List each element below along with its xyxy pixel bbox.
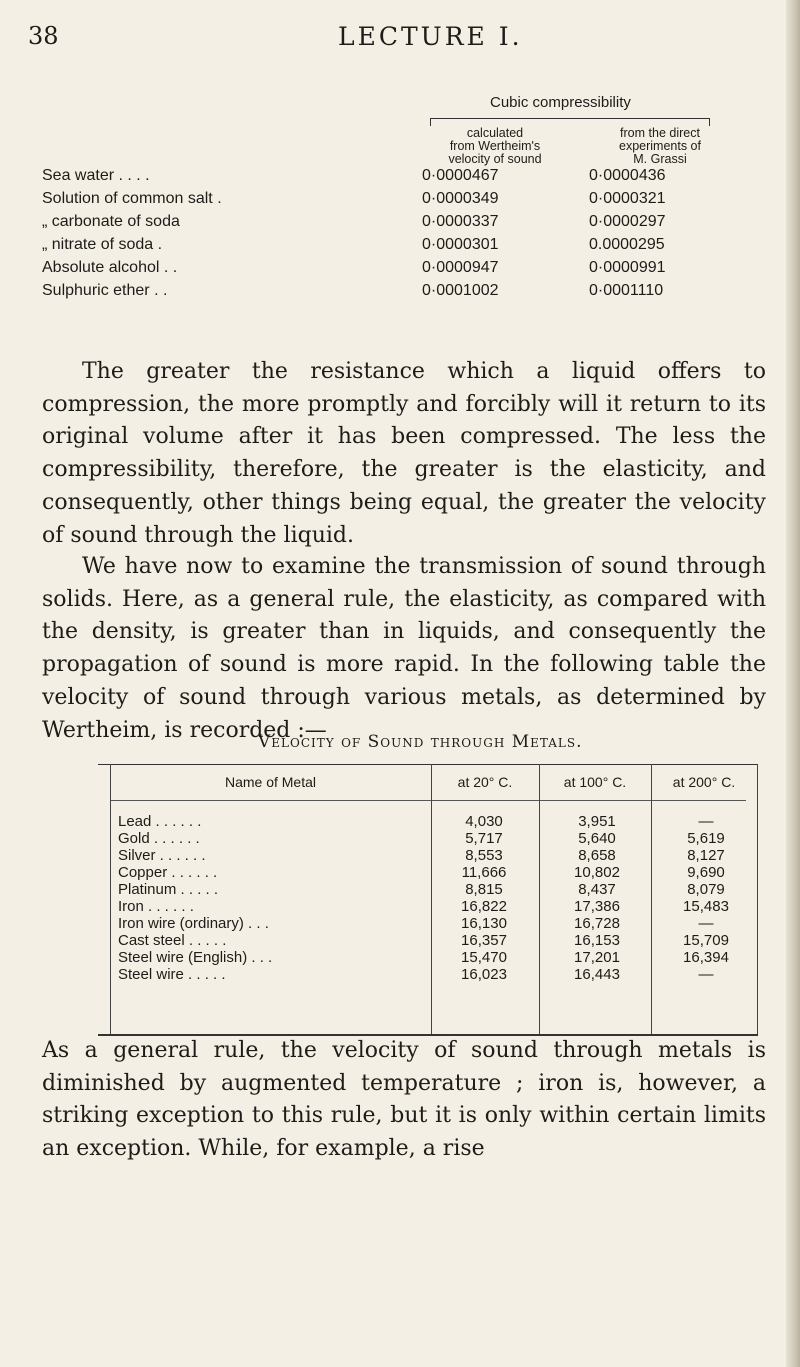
table-row xyxy=(98,881,758,897)
calculated-value: 0·0000467 xyxy=(422,167,499,184)
direct-column-header: from the direct experiments of M. Grassi xyxy=(619,126,701,166)
metal-name: Steel wire . . . . . xyxy=(118,966,226,983)
metal-name: Lead . . . . . . xyxy=(118,813,202,830)
velocity-200c: — xyxy=(698,966,714,983)
calculated-column-header: calculated from Wertheim's velocity of sound xyxy=(448,126,542,166)
velocity-200c: 15,709 xyxy=(683,932,729,949)
velocity-100c: 3,951 xyxy=(578,813,616,830)
body-paragraph: We have now to examine the transmission of sound through solids. Here, as a general rule, the elasticity, as compared with the density, is greater than in liquids, and consequently the propagation of sound is more rapid. In the following table the velocity of sound through various metals, as determined by Wertheim, is recorded :— xyxy=(42,554,766,743)
table-row xyxy=(98,898,758,914)
velocity-200c: 16,394 xyxy=(683,949,729,966)
velocity-20c: 16,130 xyxy=(461,915,507,932)
velocity-20c: 4,030 xyxy=(465,813,503,830)
header-20c: at 20° C. xyxy=(457,774,513,790)
header-200c: at 200° C. xyxy=(672,774,736,790)
direct-value: 0·0000321 xyxy=(589,190,666,207)
compressibility-title: Cubic compressibility xyxy=(490,94,631,111)
velocity-100c: 10,802 xyxy=(574,864,620,881)
page-edge xyxy=(786,0,800,1367)
liquid-name: „ nitrate of soda . xyxy=(42,236,163,253)
velocity-table xyxy=(98,764,758,1037)
velocity-200c: 8,079 xyxy=(687,881,725,898)
velocity-100c: 8,437 xyxy=(578,881,616,898)
table-row xyxy=(98,966,758,982)
metal-name: Cast steel . . . . . xyxy=(118,932,227,949)
velocity-20c: 16,357 xyxy=(461,932,507,949)
velocity-20c: 16,023 xyxy=(461,966,507,983)
velocity-200c: — xyxy=(698,813,714,830)
liquid-name: Solution of common salt . xyxy=(42,190,222,207)
liquid-name: „ carbonate of soda xyxy=(42,213,180,230)
metal-name: Silver . . . . . . xyxy=(118,847,206,864)
velocity-100c: 16,153 xyxy=(574,932,620,949)
direct-value: 0·0000297 xyxy=(589,213,666,230)
table-row xyxy=(98,813,758,829)
body-paragraph: As a general rule, the velocity of sound through metals is diminished by augmented temperature ; iron is, however, a striking exception to this rule, but it is only within certain limits an exception. While, for example, a rise xyxy=(42,1038,766,1162)
velocity-200c: — xyxy=(698,915,714,932)
velocity-100c: 17,201 xyxy=(574,949,620,966)
calculated-value: 0·0001002 xyxy=(422,282,499,299)
metal-name: Gold . . . . . . xyxy=(118,830,200,847)
calculated-value: 0·0000301 xyxy=(422,236,499,253)
calculated-value: 0·0000349 xyxy=(422,190,499,207)
velocity-20c: 8,553 xyxy=(465,847,503,864)
velocity-200c: 9,690 xyxy=(687,864,725,881)
velocity-100c: 16,443 xyxy=(574,966,620,983)
direct-value: 0.0000295 xyxy=(589,236,665,253)
velocity-20c: 5,717 xyxy=(465,830,503,847)
table-title: Velocity of Sound through Metals. xyxy=(258,732,583,752)
calculated-value: 0·0000947 xyxy=(422,259,499,276)
velocity-100c: 16,728 xyxy=(574,915,620,932)
velocity-20c: 16,822 xyxy=(461,898,507,915)
direct-value: 0·0000991 xyxy=(589,259,666,276)
metal-name: Iron . . . . . . xyxy=(118,898,194,915)
velocity-100c: 5,640 xyxy=(578,830,616,847)
velocity-20c: 11,666 xyxy=(461,864,507,881)
table-row xyxy=(98,915,758,931)
calculated-value: 0·0000337 xyxy=(422,213,499,230)
header-metal: Name of Metal xyxy=(224,774,317,790)
table-row xyxy=(98,864,758,880)
metal-name: Platinum . . . . . xyxy=(118,881,219,898)
metal-name: Iron wire (ordinary) . . . xyxy=(118,915,269,932)
liquid-name: Sulphuric ether . . xyxy=(42,282,168,299)
table-row xyxy=(98,830,758,846)
body-paragraph: The greater the resistance which a liquid offers to compression, the more promptly and forcibly will it return to its original volume after it has been compressed. The less the compressibility, therefore, the greater is the elasticity, and consequently, other things being equal, the greater the velocity of sound through the liquid. xyxy=(42,359,766,548)
velocity-100c: 8,658 xyxy=(578,847,616,864)
direct-value: 0·0000436 xyxy=(589,167,666,184)
table-row xyxy=(98,932,758,948)
metal-name: Steel wire (English) . . . xyxy=(118,949,273,966)
table-top-rule xyxy=(98,764,758,765)
velocity-20c: 15,470 xyxy=(461,949,507,966)
velocity-100c: 17,386 xyxy=(574,898,620,915)
table-row xyxy=(98,949,758,965)
direct-value: 0·0001110 xyxy=(589,282,664,299)
velocity-200c: 5,619 xyxy=(687,830,725,847)
liquid-name: Sea water . . . . xyxy=(42,167,150,184)
metal-name: Copper . . . . . . xyxy=(118,864,218,881)
header-100c: at 100° C. xyxy=(563,774,627,790)
table-row xyxy=(98,847,758,863)
velocity-200c: 15,483 xyxy=(683,898,729,915)
page-number: 38 xyxy=(28,22,59,50)
velocity-20c: 8,815 xyxy=(465,881,503,898)
running-head: LECTURE I. xyxy=(338,22,523,51)
velocity-200c: 8,127 xyxy=(687,847,725,864)
liquid-name: Absolute alcohol . . xyxy=(42,259,178,276)
